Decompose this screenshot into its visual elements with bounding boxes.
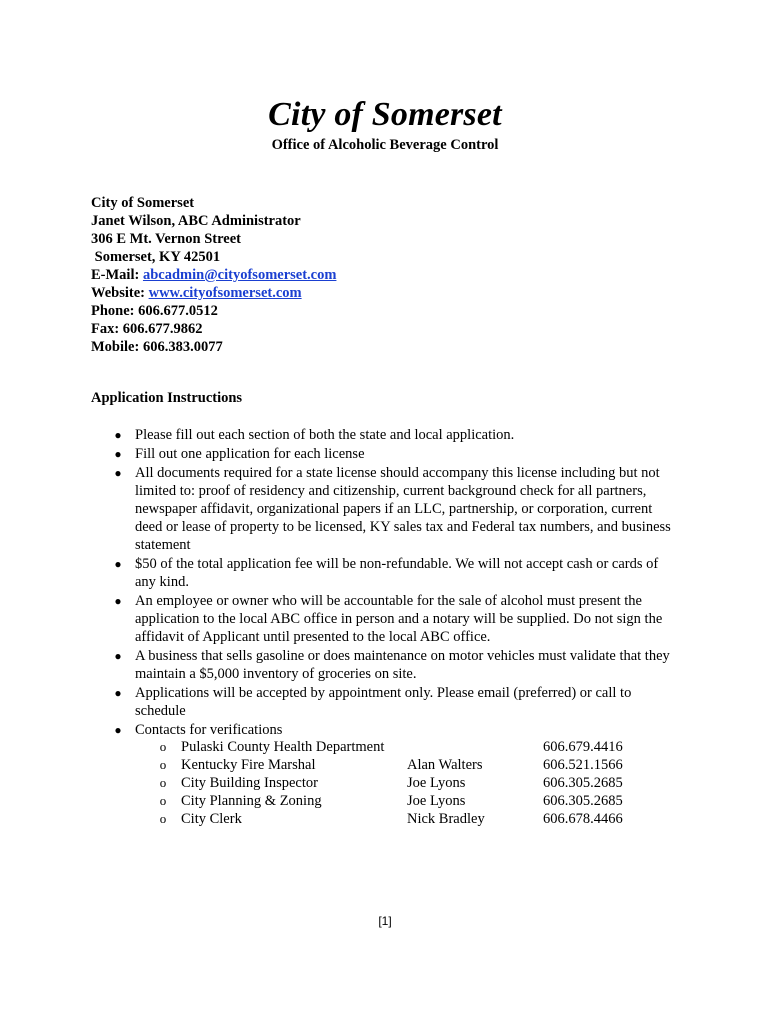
page-title: City of Somerset [268, 96, 502, 133]
contact-block [91, 194, 336, 356]
contact-phone-number: 606.305.2685 [543, 775, 623, 791]
contact-dept: City Building Inspector [181, 775, 318, 791]
contact-mobile: Mobile: 606.383.0077 [91, 339, 223, 355]
page-subtitle: Office of Alcoholic Beverage Control [271, 137, 499, 153]
contact-person: Nick Bradley [407, 811, 485, 827]
instruction-text: Contacts for verifications [135, 722, 283, 738]
contact-phone-number: 606.678.4466 [543, 811, 623, 827]
instruction-item [112, 684, 682, 720]
circle-bullet-icon: o [159, 757, 167, 772]
circle-bullet-icon: o [159, 775, 167, 790]
contact-dept: City Clerk [181, 811, 242, 827]
bullet-dot-icon: ● [114, 723, 122, 737]
contact-person: Alan Walters [407, 757, 483, 773]
instruction-text: $50 of the total application fee will be non-refundable. We will not accept cash or cards of any kind. [135, 556, 659, 590]
instructions-list [112, 426, 682, 740]
instruction-item [112, 464, 682, 554]
instruction-text: All documents required for a state license should accompany this license including but not limited to: proof of residency and citizenship, current background check for all partners, newspaper affidavit, organizational papers if an LLC, partnership, or corporation, current deed or lease of property to be licensed, KY sales tax and Federal tax numbers, and business statement [135, 465, 671, 553]
bullet-dot-icon: ● [114, 466, 122, 480]
contact-dept: Kentucky Fire Marshal [181, 757, 316, 773]
contact-phone-number: 606.305.2685 [543, 793, 623, 809]
bullet-dot-icon: ● [114, 447, 122, 461]
contact-street: 306 E Mt. Vernon Street [91, 231, 241, 247]
contact-fax: Fax: 606.677.9862 [91, 321, 203, 337]
contact-person: Joe Lyons [407, 775, 466, 791]
circle-bullet-icon: o [159, 811, 167, 826]
instruction-item [112, 445, 682, 463]
instructions-heading: Application Instructions [91, 390, 243, 406]
instruction-text: Fill out one application for each license [135, 446, 365, 462]
contact-dept: Pulaski County Health Department [181, 739, 385, 755]
contact-city: Somerset, KY 42501 [91, 249, 221, 265]
instruction-text: A business that sells gasoline or does maintenance on motor vehicles must validate that they maintain a $5,000 inventory of groceries on site. [135, 648, 670, 682]
bullet-dot-icon: ● [114, 428, 122, 442]
bullet-dot-icon: ● [114, 686, 122, 700]
contact-admin: Janet Wilson, ABC Administrator [91, 213, 301, 229]
page-number: [1] [378, 914, 392, 928]
instruction-item [112, 647, 682, 683]
email-link[interactable]: abcadmin@cityofsomerset.com [142, 267, 337, 283]
circle-bullet-icon: o [159, 739, 167, 754]
instruction-item [112, 721, 682, 739]
contact-email-line [91, 266, 336, 284]
instruction-text: An employee or owner who will be accountable for the sale of alcohol must present the application to the local ABC office in person and a notary will be supplied. Do not sign the affidavit of Applicant until presented to the local ABC office. [135, 593, 663, 645]
contact-phone-number: 606.679.4416 [543, 739, 623, 755]
bullet-dot-icon: ● [114, 557, 122, 571]
instruction-item [112, 555, 682, 591]
bullet-dot-icon: ● [114, 594, 122, 608]
contact-phone: Phone: 606.677.0512 [91, 303, 218, 319]
instruction-item [112, 426, 682, 444]
instruction-text: Please fill out each section of both the state and local application. [135, 427, 515, 443]
contact-phone-number: 606.521.1566 [543, 757, 623, 773]
instruction-item [112, 592, 682, 646]
circle-bullet-icon: o [159, 793, 167, 808]
website-label: Website: [91, 285, 149, 301]
contact-website-line [91, 284, 336, 302]
contact-person: Joe Lyons [407, 793, 466, 809]
contact-org: City of Somerset [91, 195, 195, 211]
bullet-dot-icon: ● [114, 649, 122, 663]
email-label: E-Mail: [91, 267, 143, 283]
website-link[interactable]: www.cityofsomerset.com [148, 285, 302, 301]
contact-dept: City Planning & Zoning [181, 793, 322, 809]
instruction-text: Applications will be accepted by appointment only. Please email (preferred) or call to schedule [135, 685, 632, 719]
